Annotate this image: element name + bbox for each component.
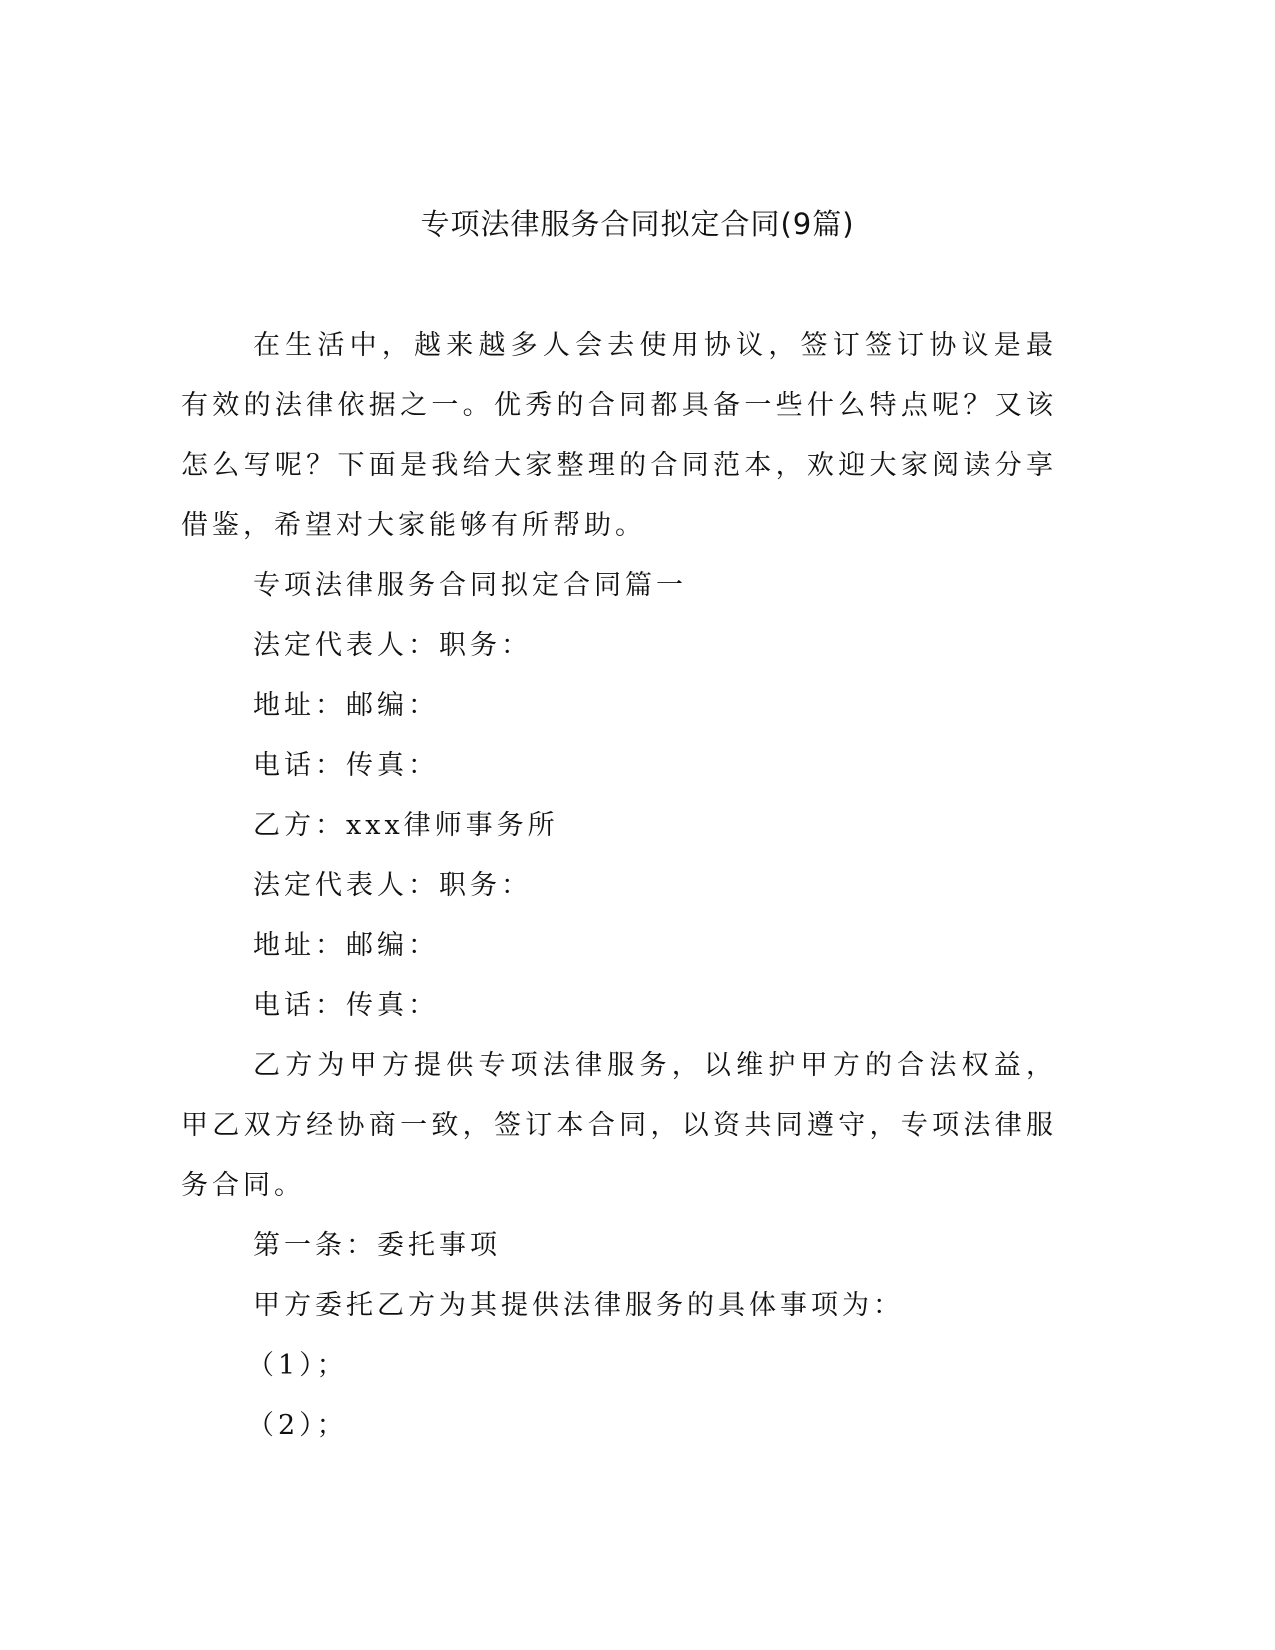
party-a-legal-rep-line: 法定代表人：职务： <box>253 630 532 661</box>
document-body <box>181 316 1057 1456</box>
party-a-phone-line: 电话：传真： <box>253 750 439 781</box>
article-1-item: （1）； <box>247 1350 348 1381</box>
party-b-phone-line: 电话：传真： <box>253 990 439 1021</box>
document-title: 专项法律服务合同拟定合同(9篇) <box>420 207 855 241</box>
preamble-paragraph: 乙方为甲方提供专项法律服务，以维护甲方的合法权益，甲乙双方经协商一致，签订本合同，以资共同遵守，专项法律服务合同。 <box>181 1050 1057 1201</box>
article-1-heading: 第一条：委托事项 <box>253 1230 501 1261</box>
party-b-legal-rep-line: 法定代表人：职务： <box>253 870 532 901</box>
party-b-name-line: 乙方：xxx律师事务所 <box>253 810 559 841</box>
party-a-address-line: 地址：邮编： <box>253 690 439 721</box>
article-1-description: 甲方委托乙方为其提供法律服务的具体事项为： <box>253 1290 904 1321</box>
intro-paragraph: 在生活中，越来越多人会去使用协议，签订签订协议是最有效的法律依据之一。优秀的合同都具备一些什么特点呢？又该怎么写呢？下面是我给大家整理的合同范本，欢迎大家阅读分享借鉴，希望对大家能够有所帮助。 <box>181 330 1057 541</box>
party-b-address-line: 地址：邮编： <box>253 930 439 961</box>
article-1-item: （2）； <box>247 1410 348 1441</box>
section-heading: 专项法律服务合同拟定合同篇一 <box>253 570 687 601</box>
